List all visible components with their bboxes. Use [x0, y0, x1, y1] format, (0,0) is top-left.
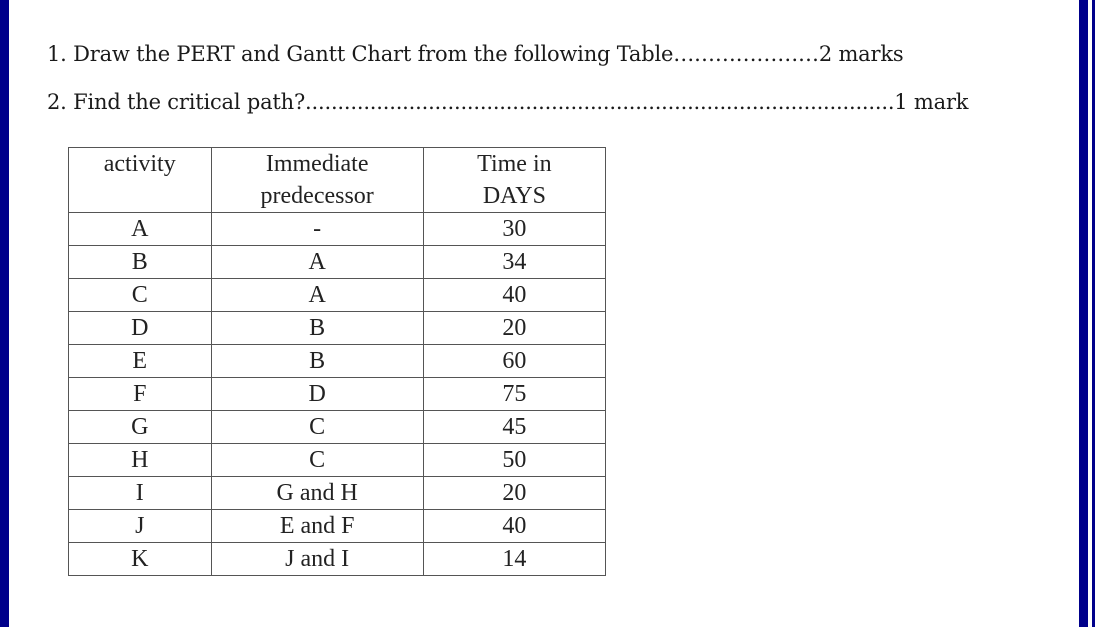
predecessor-cell: C [211, 411, 423, 444]
time-cell: 34 [423, 246, 605, 279]
time-cell: 20 [423, 312, 605, 345]
time-cell: 20 [423, 477, 605, 510]
activity-cell: J [69, 510, 212, 543]
table-row [69, 510, 606, 543]
activity-cell: F [69, 378, 212, 411]
table-body [69, 213, 606, 576]
activity-cell: E [69, 345, 212, 378]
activity-cell: G [69, 411, 212, 444]
predecessor-cell: B [211, 312, 423, 345]
activity-cell: B [69, 246, 212, 279]
table-row [69, 444, 606, 477]
time-cell: 40 [423, 279, 605, 312]
header-predecessor-line2: predecessor [260, 183, 374, 209]
time-cell: 45 [423, 411, 605, 444]
predecessor-cell: A [211, 279, 423, 312]
table-row [69, 378, 606, 411]
activity-cell: A [69, 213, 212, 246]
predecessor-cell: E and F [211, 510, 423, 543]
table-row [69, 312, 606, 345]
predecessor-cell: G and H [211, 477, 423, 510]
table-row [69, 279, 606, 312]
header-time [423, 148, 605, 213]
activity-cell: K [69, 543, 212, 576]
question-1: 1. Draw the PERT and Gantt Chart from the following Table…………………2 marks [47, 42, 904, 66]
question-2: 2. Find the critical path?...........................................................................................1 mark [47, 90, 969, 114]
time-cell: 30 [423, 213, 605, 246]
table-row [69, 477, 606, 510]
predecessor-cell: B [211, 345, 423, 378]
activity-cell: D [69, 312, 212, 345]
time-cell: 40 [423, 510, 605, 543]
predecessor-cell: A [211, 246, 423, 279]
table-header-row [69, 148, 606, 213]
time-cell: 60 [423, 345, 605, 378]
header-predecessor [211, 148, 423, 213]
predecessor-cell: - [211, 213, 423, 246]
page-border-right [1079, 0, 1088, 627]
header-time-line1: Time in [477, 151, 552, 177]
activity-table [68, 147, 606, 576]
header-predecessor-line1: Immediate [265, 151, 369, 177]
time-cell: 14 [423, 543, 605, 576]
predecessor-cell: D [211, 378, 423, 411]
activity-cell: C [69, 279, 212, 312]
activity-cell: I [69, 477, 212, 510]
table-row [69, 543, 606, 576]
predecessor-cell: C [211, 444, 423, 477]
header-activity-label: activity [103, 151, 176, 177]
table-row [69, 246, 606, 279]
table-row [69, 213, 606, 246]
table-row [69, 345, 606, 378]
header-time-line2: DAYS [482, 183, 546, 209]
activity-cell: H [69, 444, 212, 477]
time-cell: 75 [423, 378, 605, 411]
predecessor-cell: J and I [211, 543, 423, 576]
page-border-left [0, 0, 9, 627]
time-cell: 50 [423, 444, 605, 477]
table-row [69, 411, 606, 444]
header-activity [69, 148, 212, 213]
